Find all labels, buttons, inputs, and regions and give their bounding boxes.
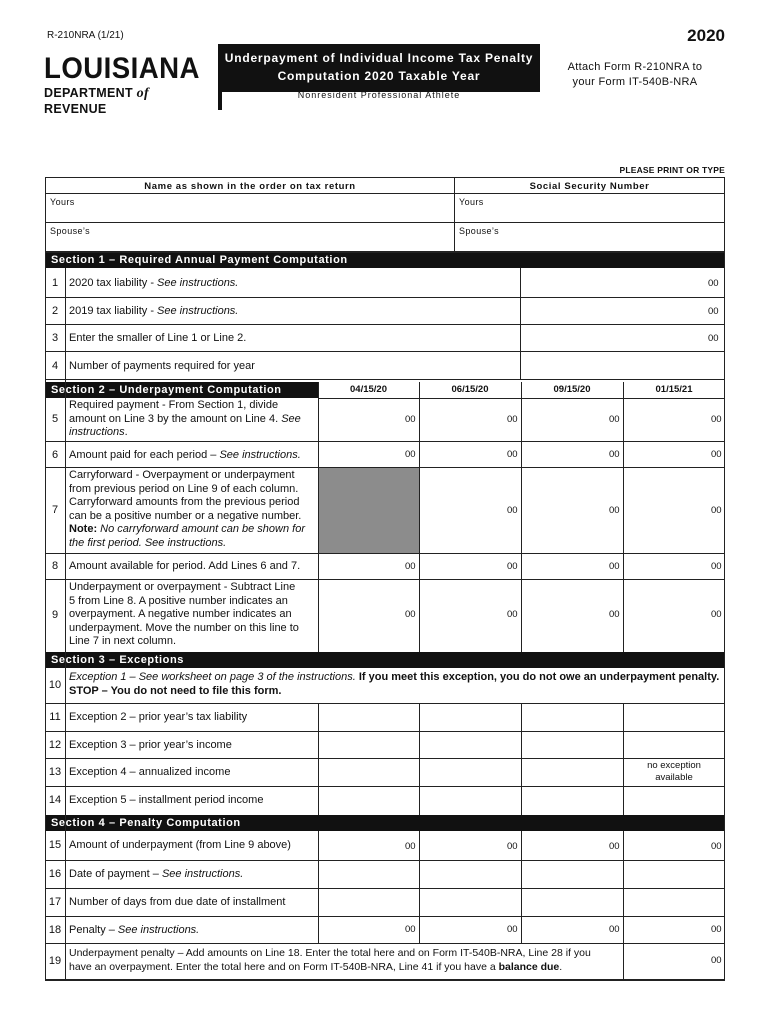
cents-zero: 00 <box>711 449 722 460</box>
logo-sub-text <box>44 86 204 116</box>
line-19-label: Underpayment penalty – Add amounts on Line 18. Enter the total here and on Form IT-540B-NRA, Line 28 if you have an overpayment. Enter the total here and on Form IT-540B-NRA, Line 41 if you have a balance due. <box>69 947 591 973</box>
form-subtitle: Nonresident Professional Athlete <box>297 90 461 100</box>
cents-zero: 00 <box>405 561 416 572</box>
logo-dept: DEPARTMENT <box>44 86 133 100</box>
spouse-ssn-label: Spouse’s <box>459 226 500 236</box>
line-11-label: Exception 2 – prior year’s tax liability <box>69 711 248 723</box>
line-4-row <box>45 352 725 380</box>
cents-zero: 00 <box>711 561 722 572</box>
line-number: 7 <box>51 504 59 516</box>
cents-zero: 00 <box>609 841 620 852</box>
cents-zero: 00 <box>507 609 518 620</box>
line-6-label: Amount paid for each period – See instructions. <box>69 449 301 461</box>
cents-zero: 00 <box>405 414 416 425</box>
line-18-label: Penalty – See instructions. <box>69 924 200 936</box>
section-4-header: Section 4 – Penalty Computation <box>45 815 725 831</box>
line-number: 11 <box>49 711 61 723</box>
line-9-label: Underpayment or overpayment - Subtract Line 5 from Line 8. A positive number indicates an overpayment. A negative number indicates an underpayment. Move the number on this line to Line 7 in next column. <box>69 581 299 647</box>
form-title <box>218 44 540 92</box>
line-5-col4[interactable] <box>624 399 724 441</box>
name-header: Name as shown in the order on tax return <box>45 177 455 194</box>
cents-zero: 00 <box>708 278 719 289</box>
line-number: 2 <box>51 305 59 317</box>
title-line-1: Underpayment of Individual Income Tax Penalty <box>224 51 534 65</box>
cents-zero: 00 <box>609 561 620 572</box>
title-line-2: Computation 2020 Taxable Year <box>277 69 481 83</box>
line-number: 9 <box>51 609 59 621</box>
line-15-label: Amount of underpayment (from Line 9 above) <box>69 839 291 851</box>
cents-zero: 00 <box>405 841 416 852</box>
line-number: 13 <box>48 766 62 778</box>
cents-zero: 00 <box>405 449 416 460</box>
cents-zero: 00 <box>507 841 518 852</box>
logo-of: of <box>136 86 149 101</box>
line-5-col1[interactable] <box>319 399 418 441</box>
section-3-header: Section 3 – Exceptions <box>45 652 725 668</box>
line-2-amount[interactable] <box>521 298 724 324</box>
line-number: 14 <box>48 794 62 806</box>
cents-zero: 00 <box>609 609 620 620</box>
line-3-label: Enter the smaller of Line 1 or Line 2. <box>69 332 247 344</box>
line-number: 16 <box>48 868 62 880</box>
line-8-label: Amount available for period. Add Lines 6 and 7. <box>69 560 301 572</box>
cents-zero: 00 <box>609 505 620 516</box>
cents-zero: 00 <box>609 449 620 460</box>
spouse-name-label: Spouse’s <box>50 226 91 236</box>
logo-revenue: REVENUE <box>44 102 107 116</box>
cents-zero: 00 <box>507 561 518 572</box>
line-number: 3 <box>51 332 59 344</box>
line-13-label: Exception 4 – annualized income <box>69 766 231 778</box>
col-date-2: 06/15/20 <box>451 384 489 395</box>
line-4-label: Number of payments required for year <box>69 360 255 372</box>
line-1-label: 2020 tax liability - See instructions. <box>69 277 239 289</box>
attach-note <box>545 60 725 90</box>
line-12-label: Exception 3 – prior year’s income <box>69 739 232 751</box>
line-10-label: Exception 1 – See worksheet on page 3 of the instructions. If you meet this exception, you do not owe an underpayment penalty. STOP – You do not need to file this form. <box>69 671 720 697</box>
no-exception-note: no exception available <box>647 760 701 783</box>
cents-zero: 00 <box>609 924 620 935</box>
cents-zero: 00 <box>507 505 518 516</box>
line-number: 12 <box>48 739 62 751</box>
line-number: 4 <box>51 360 59 372</box>
print-note: PLEASE PRINT OR TYPE <box>619 165 725 175</box>
cents-zero: 00 <box>711 955 722 966</box>
section-1-header: Section 1 – Required Annual Payment Computation <box>45 252 725 268</box>
line-1-row <box>45 268 725 298</box>
line-14-label: Exception 5 – installment period income <box>69 794 264 806</box>
line-number: 15 <box>48 839 62 851</box>
line-5-label: Required payment - From Section 1, divide amount on Line 3 by the amount on Line 4. See instructions. <box>69 399 301 438</box>
line-3-amount[interactable] <box>521 325 724 351</box>
line-1-amount[interactable] <box>521 268 724 297</box>
your-name-field[interactable] <box>45 193 455 223</box>
shaded-cell <box>318 468 419 553</box>
line-number: 1 <box>51 277 59 289</box>
cents-zero: 00 <box>405 609 416 620</box>
line-number: 6 <box>51 449 59 461</box>
line-16-label: Date of payment – See instructions. <box>69 868 244 880</box>
line-2-row <box>45 298 725 325</box>
cents-zero: 00 <box>507 449 518 460</box>
cents-zero: 00 <box>609 414 620 425</box>
line-2-label: 2019 tax liability - See instructions. <box>69 305 239 317</box>
spouse-name-field[interactable] <box>45 222 455 252</box>
attach-line-2: your Form IT-540B-NRA <box>572 76 698 88</box>
cents-zero: 00 <box>711 505 722 516</box>
line-10-row <box>45 668 725 704</box>
cents-zero: 00 <box>708 333 719 344</box>
your-name-label: Yours <box>50 197 75 207</box>
line-3-row <box>45 325 725 352</box>
form-year: 2020 <box>687 26 725 45</box>
line-number: 5 <box>51 413 59 425</box>
line-7-label: Carryforward - Overpayment or underpayment from previous period on Line 9 of each column. Carryforward amounts from the previous period can be a positive number or a negative number. Note: No carryforward amount can be shown for the first period. See instructions. <box>69 469 305 549</box>
cents-zero: 00 <box>711 414 722 425</box>
attach-line-1: Attach Form R-210NRA to <box>567 61 703 73</box>
cents-zero: 00 <box>711 609 722 620</box>
section-2-header: Section 2 – Underpayment Computation <box>45 382 318 398</box>
line-number: 18 <box>48 924 62 936</box>
col-date-1: 04/15/20 <box>350 384 387 395</box>
form-id: R-210NRA (1/21) <box>47 30 124 41</box>
col-date-3: 09/15/20 <box>553 384 591 395</box>
cents-zero: 00 <box>708 306 719 317</box>
line-number: 10 <box>48 679 62 691</box>
louisiana-revenue-logo <box>44 54 204 116</box>
spouse-ssn-field[interactable] <box>454 222 725 252</box>
line-5-col2[interactable] <box>420 399 520 441</box>
col-date-4: 01/15/21 <box>655 384 693 395</box>
line-5-col3[interactable] <box>522 399 622 441</box>
cents-zero: 00 <box>711 924 722 935</box>
cents-zero: 00 <box>507 414 518 425</box>
line-number: 17 <box>48 896 62 908</box>
line-number: 8 <box>51 560 59 572</box>
line-4-amount[interactable] <box>521 352 724 379</box>
your-ssn-label: Yours <box>459 197 484 207</box>
logo-main-text: LOUISIANA <box>44 52 200 85</box>
cents-zero: 00 <box>507 924 518 935</box>
cents-zero: 00 <box>405 924 416 935</box>
line-17-label: Number of days from due date of installment <box>69 896 286 908</box>
line-number: 19 <box>48 955 62 967</box>
your-ssn-field[interactable] <box>454 193 725 223</box>
ssn-header: Social Security Number <box>454 177 725 194</box>
cents-zero: 00 <box>711 841 722 852</box>
